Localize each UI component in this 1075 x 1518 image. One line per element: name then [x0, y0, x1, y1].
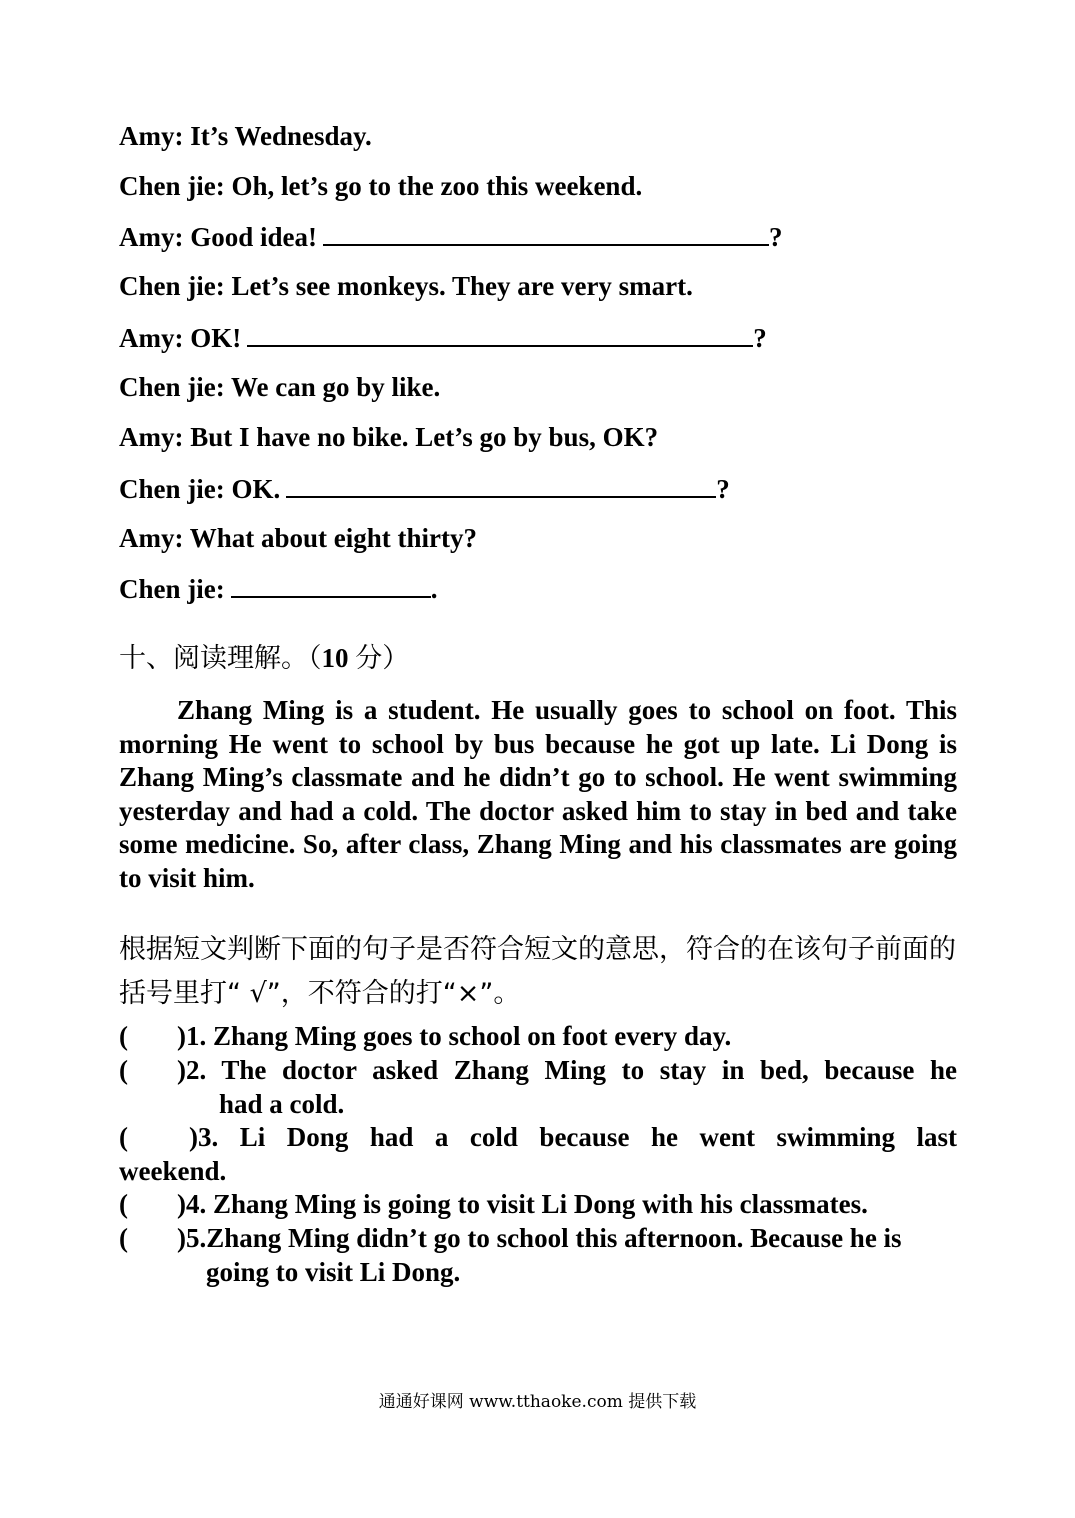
section-title-text: 十、阅读理解。（: [119, 643, 322, 673]
dialogue-text: Chen jie: OK.: [119, 474, 281, 504]
answer-paren-close: ): [177, 1223, 186, 1253]
question-3: [119, 1121, 957, 1155]
dialogue-line-8: [119, 472, 979, 505]
dialogue-line-9: [119, 522, 979, 554]
answer-paren-close: ): [177, 1021, 186, 1051]
dialogue-line-10: [119, 572, 979, 605]
dialogue-end-mark: ?: [716, 474, 730, 504]
answer-blank[interactable]: [323, 220, 769, 246]
answer-paren-close: ): [177, 1055, 186, 1085]
question-text: Li Dong had a cold because he went swimming last: [218, 1122, 957, 1152]
question-3-continuation: [119, 1155, 957, 1189]
dialogue-line-1: [119, 120, 979, 152]
question-text: Zhang Ming is going to visit Li Dong with his classmates.: [206, 1189, 868, 1219]
section-title: [119, 640, 409, 676]
question-text-cont: weekend.: [119, 1156, 227, 1186]
answer-blank[interactable]: [286, 472, 716, 498]
question-number: 1.: [186, 1021, 207, 1051]
question-5-continuation: [119, 1256, 957, 1290]
dialogue-text: Chen jie:: [119, 574, 225, 604]
question-text: Zhang Ming goes to school on foot every day.: [206, 1021, 732, 1051]
dialogue-text: Chen jie: Let’s see monkeys. They are very smart.: [119, 271, 693, 301]
section-title-end: 分）: [355, 643, 410, 673]
question-1: [119, 1020, 957, 1054]
answer-blank[interactable]: [247, 321, 753, 347]
question-number: 2.: [186, 1055, 207, 1085]
dialogue-text: Amy: OK!: [119, 323, 242, 353]
question-5: [119, 1222, 964, 1256]
dialogue-text: Chen jie: We can go by like.: [119, 372, 441, 402]
dialogue-text: Amy: But I have no bike. Let’s go by bus, OK?: [119, 422, 659, 452]
answer-paren[interactable]: (: [119, 1189, 128, 1219]
dialogue-text: Amy: It’s Wednesday.: [119, 121, 372, 151]
dialogue-text: Chen jie: Oh, let’s go to the zoo this weekend.: [119, 171, 643, 201]
question-number: 5.: [186, 1223, 207, 1253]
answer-paren[interactable]: (: [119, 1055, 128, 1085]
dialogue-line-7: [119, 421, 979, 453]
answer-blank[interactable]: [231, 572, 431, 598]
question-number: 3.: [198, 1122, 219, 1152]
question-text-cont: going to visit Li Dong.: [206, 1257, 461, 1287]
dialogue-line-3: [119, 220, 979, 253]
question-2: [119, 1054, 957, 1088]
question-2-continuation: [119, 1088, 957, 1122]
dialogue-line-4: [119, 270, 979, 302]
dialogue-text: Amy: What about eight thirty?: [119, 523, 478, 553]
question-4: [119, 1188, 957, 1222]
answer-paren-close: ): [177, 1189, 186, 1219]
question-text: Zhang Ming didn’t go to school this afternoon. Because he is: [206, 1223, 902, 1253]
dialogue-line-5: [119, 321, 979, 354]
answer-paren-close: ): [189, 1122, 198, 1152]
question-instruction: 根据短文判断下面的句子是否符合短文的意思，符合的在该句子前面的括号里打“ √”，不符合的打“×”。: [119, 934, 956, 1009]
answer-paren[interactable]: (: [119, 1223, 128, 1253]
dialogue-line-6: [119, 371, 979, 403]
dialogue-end-mark: ?: [769, 222, 783, 252]
page-footer: 通通好课网 www.tthaoke.com 提供下载: [378, 1392, 697, 1412]
question-text-cont: had a cold.: [219, 1089, 345, 1119]
dialogue-line-2: [119, 170, 979, 202]
section-points: 10: [321, 643, 349, 673]
dialogue-end-mark: ?: [753, 323, 767, 353]
question-text: The doctor asked Zhang Ming to stay in bed, because he: [206, 1055, 957, 1085]
dialogue-text: Amy: Good idea!: [119, 222, 317, 252]
dialogue-end-mark: .: [430, 574, 438, 604]
answer-paren[interactable]: (: [119, 1122, 128, 1152]
reading-passage: Zhang Ming is a student. He usually goes to school on foot. This morning He went to school by bus because he got up late. Li Dong is Zhang Ming’s classmate and he didn’t go to school. He went swimming yesterday and had a cold. The doctor asked him to stay in bed and take some medicine. So, after class, Zhang Ming and his classmates are going to visit him.: [119, 695, 957, 893]
answer-paren[interactable]: (: [119, 1021, 128, 1051]
question-number: 4.: [186, 1189, 207, 1219]
